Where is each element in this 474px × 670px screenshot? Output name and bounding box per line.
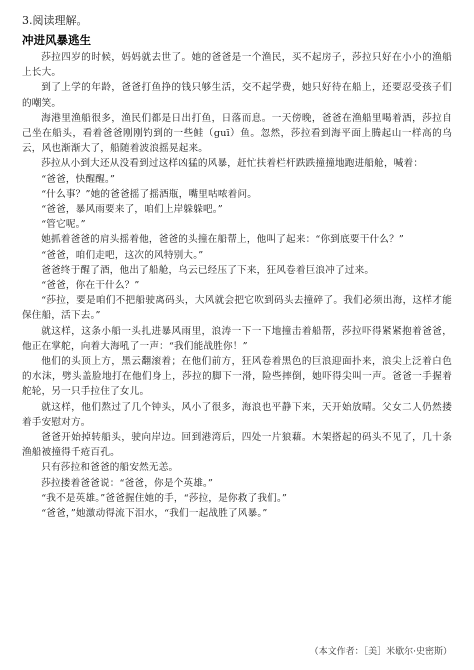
paragraph: “爸爸，暴风雨要来了，咱们上岸躲躲吧。”: [41, 204, 223, 216]
paragraph: 就这样，他们熬过了几个钟头，风小了很多，海浪也平静下来，天开始放晴。父女二人仍然搂着手安慰对方。: [22, 401, 452, 428]
paragraph: 到了上学的年龄，爸爸打鱼挣的钱只够生活，交不起学费，她只好待在船上，还要忍受孩子们的嘲笑。: [22, 82, 452, 109]
section-heading: 3.阅读理解。: [22, 14, 88, 27]
paragraph: 他们的头顶上方，黑云翻滚着；在他们前方，狂风卷着黑色的巨浪迎面扑来，浪尖上泛着白色的水沫，劈头盖脸地打在他们身上，莎拉的脚下一滑，险些摔倒，她吓得尖叫一声。爸爸一手握着舵轮，另一只手拉住了女儿。: [22, 356, 452, 398]
article-body: [22, 50, 452, 521]
paragraph: 她抓着爸爸的肩头摇着他，爸爸的头撞在船帮上，他叫了起来：“你到底要干什么？”: [41, 234, 404, 246]
paragraph: “爸爸，咱们走吧，这次的风特别大。”: [41, 249, 204, 261]
paragraph: 爸爸开始掉转船头，驶向岸边。回到港湾后，四处一片狼藉。木架搭起的码头不见了，几十条渔船被撞得千疮百孔。: [22, 432, 452, 459]
paragraph: 海港里渔船很多，渔民们都是日出打鱼，日落而息。一天傍晚，爸爸在渔船里喝着酒，莎拉自己坐在船头，看着爸爸刚刚钓到的一些鲑（guī）鱼。忽然，莎拉看到海平面上腾起山一样高的乌云，风也渐渐大了，船随着波浪摇晃起来。: [22, 112, 452, 155]
author-credit: （本文作者：［美］米歇尔·史密斯）: [309, 647, 452, 657]
paragraph: 只有莎拉和爸爸的船安然无恙。: [41, 462, 179, 474]
paragraph: “管它呢。”: [41, 219, 86, 231]
article-title: 冲进风暴逃生: [22, 33, 91, 47]
paragraph: 莎拉搂着爸爸说：“爸爸，你是个英雄。”: [41, 477, 214, 489]
paragraph: 莎拉从小到大还从没看到过这样凶猛的风暴，赶忙扶着栏杆跌跌撞撞地跑进船舱，喊着：: [41, 158, 424, 170]
paragraph: “爸爸，”她激动得流下泪水，“我们一起战胜了风暴。”: [41, 508, 268, 520]
paragraph: 就这样，这条小船一头扎进暴风雨里，浪涛一下一下地撞击着船帮，莎拉吓得紧紧抱着爸爸，他正在掌舵，向着大海吼了一声：“我们能战胜你！”: [22, 325, 452, 352]
paragraph: “爸爸，快醒醒。”: [41, 173, 116, 185]
paragraph: 莎拉四岁的时候，妈妈就去世了。她的爸爸是一个渔民，买不起房子，莎拉只好在小小的渔船上长大。: [22, 52, 452, 79]
paragraph: 爸爸终于醒了酒，他出了船舱，乌云已经压了下来，狂风卷着巨浪冲了过来。: [41, 264, 375, 276]
paragraph: “莎拉，要是咱们不把船驶离码头，大风就会把它吹到码头去撞碎了。我们必须出海，这样才能保住船，活下去。”: [22, 295, 452, 322]
paragraph: “什么事？”她的爸爸摇了摇酒瓶，嘴里咕哝着问。: [41, 188, 258, 200]
paragraph: “爸爸，你在干什么？”: [41, 280, 140, 292]
paragraph: “我不是英雄。”爸爸握住她的手，“莎拉，是你救了我们。”: [41, 492, 288, 504]
